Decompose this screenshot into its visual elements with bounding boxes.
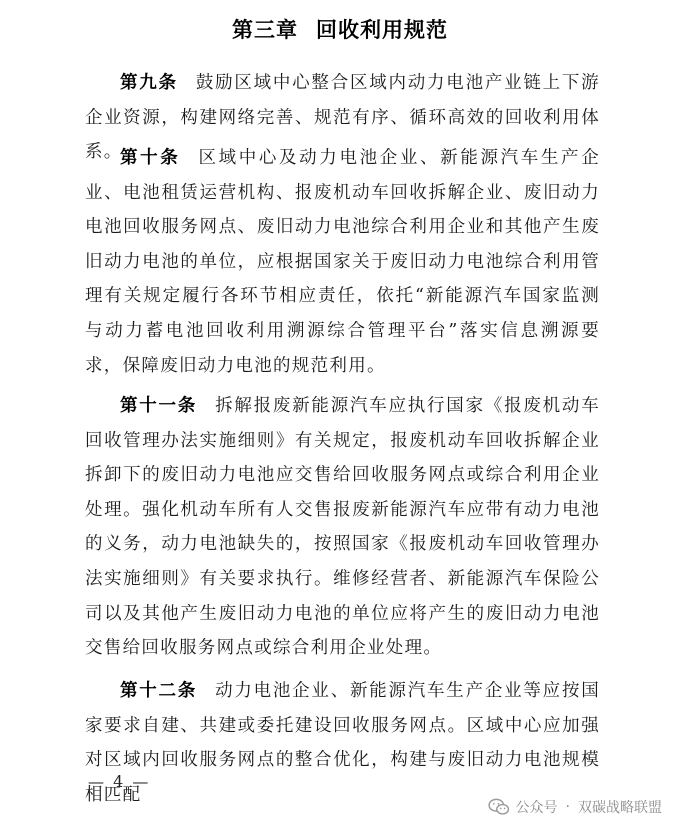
- watermark-account: 双碳战略联盟: [578, 800, 662, 816]
- chapter-title: [0, 14, 680, 50]
- article-label: 第十一条: [120, 396, 198, 416]
- article-label: 第九条: [120, 73, 178, 93]
- article-text: 拆解报废新能源汽车应执行国家《报废机动车回收管理办法实施细则》有关规定，报废机动车回收拆解企业拆卸下的废旧动力电池应交售给回收服务网点或综合利用企业处理。强化机动车所有人交售报废新能源汽车应带有动力电池的义务，动力电池缺失的，按照国家《报废机动车回收管理办法实施细则》有关要求执行。维修经营者、新能源汽车保险公司以及其他产生废旧动力电池的单位应将产生的废旧动力电池交售给回收服务网点或综合利用企业处理。: [85, 396, 600, 659]
- page-number: — 4 —: [88, 772, 151, 791]
- chapter-number: 第三章: [232, 18, 298, 42]
- article-10: [85, 141, 600, 383]
- article-text: 鼓励区域中心整合区域内动力电池产业链上下游企业资源，构建网络完善、规范有序、循环高效的回收利用体系。: [85, 73, 600, 163]
- article-text: 动力电池企业、新能源汽车生产企业等应按国家要求自建、共建或委托建设回收服务网点。区域中心应加强对区域内回收服务网点的整合优化，构建与废旧动力电池规模相匹配: [85, 681, 600, 805]
- article-12: [85, 674, 600, 805]
- chapter-name: 回收利用规范: [316, 18, 448, 42]
- watermark: [488, 794, 662, 820]
- article-11: [85, 389, 600, 666]
- watermark-separator: ·: [565, 799, 570, 815]
- article-label: 第十二条: [120, 681, 198, 701]
- article-text: 区域中心及动力电池企业、新能源汽车生产企业、电池租赁运营机构、报废机动车回收拆解企业、废旧动力电池回收服务网点、废旧动力电池综合利用企业和其他产生废旧动力电池的单位，应根据国家关于废旧动力电池综合利用管理有关规定履行各环节相应责任，依托“新能源汽车国家监测与动力蓄电池回收利用溯源综合管理平台”落实信息溯源要求，保障废旧动力电池的规范利用。: [85, 148, 600, 376]
- watermark-source: 公众号: [515, 800, 558, 816]
- wechat-icon: [488, 798, 510, 816]
- article-label: 第十条: [120, 148, 181, 168]
